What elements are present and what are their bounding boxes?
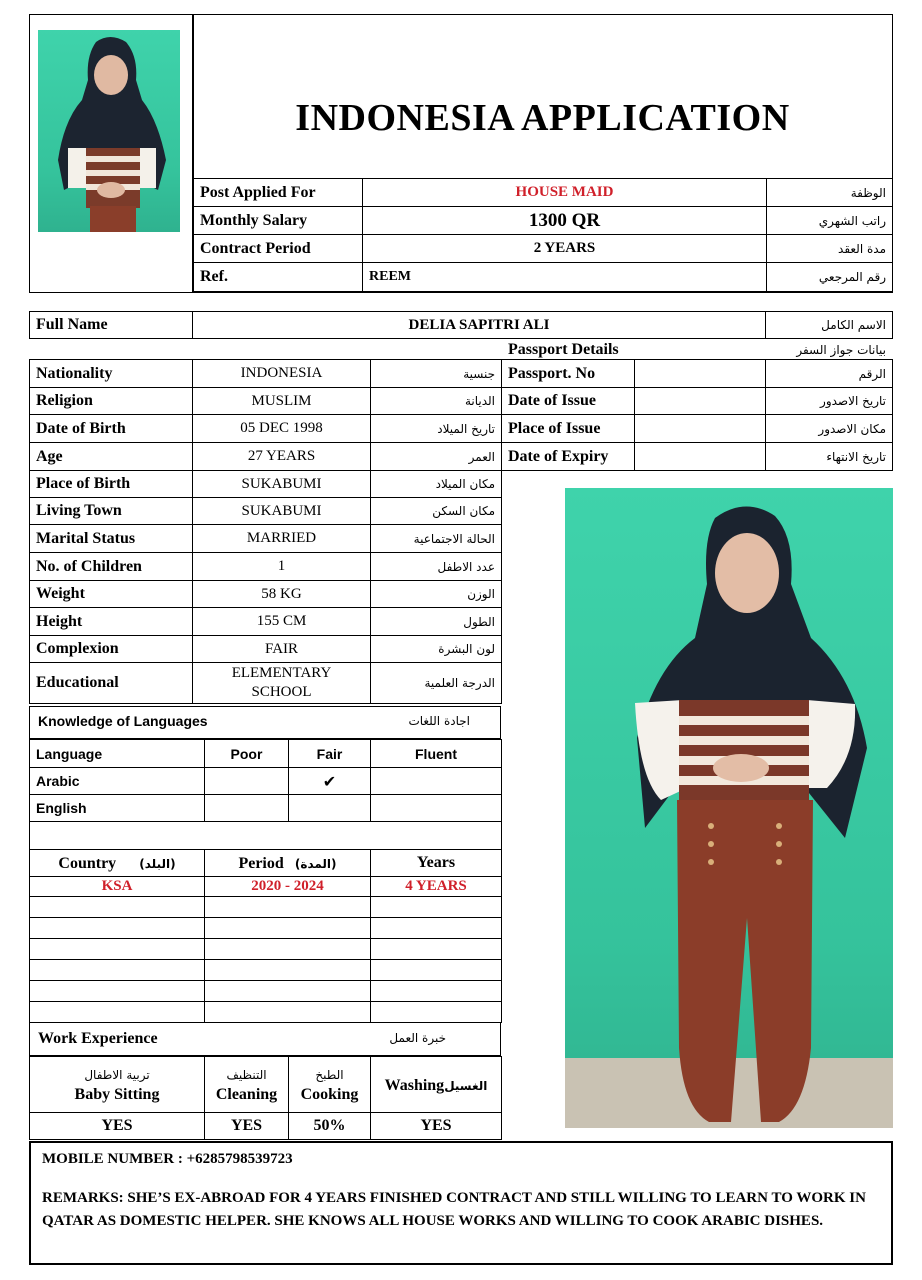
weight-arabic: الوزن <box>371 581 502 608</box>
empty-row <box>30 939 502 960</box>
lang-english-fair <box>289 795 371 822</box>
post-table <box>193 178 893 292</box>
weight-label: Weight <box>30 581 193 608</box>
skill-washing-ar: الغسيل <box>444 1078 488 1093</box>
personal-row <box>30 608 502 636</box>
skills-table <box>29 1056 502 1140</box>
skill-cleaning-en: Cleaning <box>215 1085 278 1103</box>
skill-cooking-en: Cooking <box>300 1085 359 1103</box>
exp-country: KSA <box>30 877 205 897</box>
ref-arabic: رقم المرجعي <box>767 263 893 292</box>
expiry-label: Date of Expiry <box>502 443 635 471</box>
full-name-label: Full Name <box>30 312 193 339</box>
lang-header-poor: Poor <box>205 740 289 768</box>
work-title-arabic: خبرة العمل <box>389 1031 446 1045</box>
marital-value: MARRIED <box>193 525 371 553</box>
work-title: Work Experience <box>38 1030 158 1047</box>
height-arabic: الطول <box>371 608 502 636</box>
contract-value: 2 YEARS <box>363 235 767 263</box>
empty-row <box>30 1002 502 1023</box>
language-row <box>30 768 502 795</box>
religion-label: Religion <box>30 388 193 415</box>
exp-period: 2020 - 2024 <box>205 877 371 897</box>
lang-arabic-fluent <box>371 768 502 795</box>
issue-date-arabic: تاريخ الاصدور <box>766 388 893 415</box>
lang-header-fluent: Fluent <box>371 740 502 768</box>
education-value-line1: ELEMENTARY <box>231 665 332 681</box>
lang-arabic-poor <box>205 768 289 795</box>
dob-label: Date of Birth <box>30 415 193 443</box>
skill-cooking <box>289 1057 371 1113</box>
nationality-value: INDONESIA <box>193 360 371 388</box>
salary-value: 1300 QR <box>363 207 767 235</box>
weight-value: 58 KG <box>193 581 371 608</box>
personal-row <box>30 636 502 663</box>
person-figure-small <box>38 30 180 232</box>
nationality-arabic: جنسية <box>371 360 502 388</box>
person-figure-large <box>565 488 893 1128</box>
pob-arabic: مكان الميلاد <box>371 471 502 498</box>
skill-cooking-ar: الطبخ <box>315 1067 344 1082</box>
lang-arabic-name: Arabic <box>30 768 205 795</box>
passport-no-arabic: الرقم <box>766 360 893 388</box>
education-value <box>193 663 371 704</box>
skill-baby-sitting-value: YES <box>30 1113 205 1140</box>
age-value: 27 YEARS <box>193 443 371 471</box>
issue-place-value <box>635 415 766 443</box>
exp-header-country-en: Country <box>58 855 117 872</box>
check-icon: ✔ <box>289 768 371 795</box>
salary-row <box>194 207 893 235</box>
full-name-value: DELIA SAPITRI ALI <box>193 312 766 339</box>
page-title: INDONESIA APPLICATION <box>295 97 790 139</box>
contract-label: Contract Period <box>194 235 363 263</box>
lang-english-poor <box>205 795 289 822</box>
personal-row <box>30 553 502 581</box>
contract-arabic: مدة العقد <box>767 235 893 263</box>
religion-arabic: الديانة <box>371 388 502 415</box>
photo-large <box>565 488 893 1128</box>
personal-row <box>30 471 502 498</box>
exp-header-country <box>30 850 205 877</box>
exp-header-period-en: Period <box>238 855 284 872</box>
expiry-value <box>635 443 766 471</box>
skill-washing-en: Washing <box>384 1076 445 1094</box>
post-value: HOUSE MAID <box>363 179 767 207</box>
skill-cleaning <box>205 1057 289 1113</box>
personal-row <box>30 443 502 471</box>
exp-years: 4 YEARS <box>371 877 502 897</box>
personal-row <box>30 525 502 553</box>
skill-baby-sitting-en: Baby Sitting <box>74 1085 160 1103</box>
lang-english-name: English <box>30 795 205 822</box>
exp-header-years: Years <box>371 850 502 877</box>
dob-arabic: تاريخ الميلاد <box>371 415 502 443</box>
personal-row <box>30 663 502 704</box>
exp-header-country-ar: (البلد) <box>139 857 176 871</box>
children-arabic: عدد الاطفل <box>371 553 502 581</box>
passport-no-value <box>635 360 766 388</box>
empty-row <box>30 960 502 981</box>
experience-header-row <box>30 850 502 877</box>
age-arabic: العمر <box>371 443 502 471</box>
skill-cleaning-ar: التنظيف <box>226 1067 267 1082</box>
lang-header-fair: Fair <box>289 740 371 768</box>
skill-baby-sitting <box>30 1057 205 1113</box>
lang-english-fluent <box>371 795 502 822</box>
living-town-arabic: مكان السكن <box>371 498 502 525</box>
language-row <box>30 795 502 822</box>
issue-date-label: Date of Issue <box>502 388 635 415</box>
personal-row <box>30 360 502 388</box>
salary-label: Monthly Salary <box>194 207 363 235</box>
full-name-arabic: الاسم الكامل <box>766 312 893 339</box>
empty-row <box>30 897 502 918</box>
complexion-label: Complexion <box>30 636 193 663</box>
ref-value: REEM <box>363 263 767 292</box>
dob-value: 05 DEC 1998 <box>193 415 371 443</box>
complexion-arabic: لون البشرة <box>371 636 502 663</box>
post-row <box>194 179 893 207</box>
marital-label: Marital Status <box>30 525 193 553</box>
issue-place-arabic: مكان الاصدور <box>766 415 893 443</box>
skill-washing <box>371 1057 502 1113</box>
skills-header-row <box>30 1057 502 1113</box>
personal-table <box>29 359 502 704</box>
skill-washing-value: YES <box>371 1113 502 1140</box>
passport-table <box>501 359 893 471</box>
education-arabic: الدرجة العلمية <box>371 663 502 704</box>
empty-row <box>30 981 502 1002</box>
photo-small <box>38 30 180 232</box>
pob-label: Place of Birth <box>30 471 193 498</box>
empty-row <box>30 918 502 939</box>
experience-row <box>30 877 502 897</box>
personal-row <box>30 415 502 443</box>
skills-value-row <box>30 1113 502 1140</box>
pob-value: SUKABUMI <box>193 471 371 498</box>
salary-arabic: راتب الشهري <box>767 207 893 235</box>
issue-date-value <box>635 388 766 415</box>
passport-title-arabic: بيانات جواز السفر <box>796 343 886 357</box>
post-arabic: الوظفة <box>767 179 893 207</box>
living-town-label: Living Town <box>30 498 193 525</box>
remarks-text: REMARKS: SHE’S EX-ABROAD FOR 4 YEARS FINISHED CONTRACT AND STILL WILLING TO LEARN TO WORK IN QATAR AS DOMESTIC HELPER. SHE KNOWS ALL HOUSE WORKS AND WILLING TO COOK ARABIC DISHES. <box>42 1190 866 1229</box>
personal-row <box>30 388 502 415</box>
children-value: 1 <box>193 553 371 581</box>
languages-table <box>29 739 502 850</box>
personal-row <box>30 498 502 525</box>
passport-title: Passport Details <box>508 341 619 358</box>
personal-row <box>30 581 502 608</box>
mobile-number: MOBILE NUMBER : +6285798539723 <box>42 1151 293 1167</box>
complexion-value: FAIR <box>193 636 371 663</box>
children-label: No. of Children <box>30 553 193 581</box>
education-label: Educational <box>30 663 193 704</box>
passport-no-label: Passport. No <box>502 360 635 388</box>
marital-arabic: الحالة الاجتماعية <box>371 525 502 553</box>
ref-label: Ref. <box>194 263 363 292</box>
exp-header-period-ar: (المدة) <box>294 857 337 871</box>
languages-title-arabic: اجادة اللغات <box>408 714 470 728</box>
exp-header-period <box>205 850 371 877</box>
languages-header-row <box>30 740 502 768</box>
full-name-table <box>29 311 893 339</box>
nationality-label: Nationality <box>30 360 193 388</box>
experience-table <box>29 849 502 1023</box>
education-value-line2: SCHOOL <box>251 684 312 700</box>
contract-row <box>194 235 893 263</box>
issue-place-label: Place of Issue <box>502 415 635 443</box>
skill-cooking-value: 50% <box>289 1113 371 1140</box>
ref-row <box>194 263 893 292</box>
languages-title: Knowledge of Languages <box>38 713 208 729</box>
height-value: 155 CM <box>193 608 371 636</box>
height-label: Height <box>30 608 193 636</box>
expiry-arabic: تاريخ الانتهاء <box>766 443 893 471</box>
age-label: Age <box>30 443 193 471</box>
spacer-row <box>30 822 502 850</box>
post-label: Post Applied For <box>194 179 363 207</box>
skill-baby-sitting-ar: تربية الاطفال <box>84 1067 150 1082</box>
religion-value: MUSLIM <box>193 388 371 415</box>
living-town-value: SUKABUMI <box>193 498 371 525</box>
skill-cleaning-value: YES <box>205 1113 289 1140</box>
lang-header-language: Language <box>30 740 205 768</box>
